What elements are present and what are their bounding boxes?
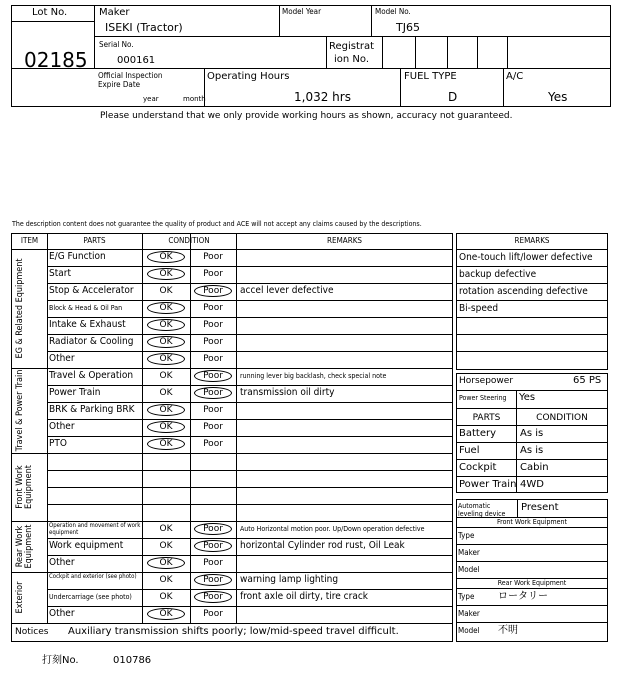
poor-option: Poor [203,439,223,449]
part-label: Block & Head & Oil Pan [49,304,123,312]
poor-option: Poor [203,558,223,568]
ac-label: A/C [506,71,524,82]
spec-part: Fuel [459,445,480,456]
ok-option: OK [159,252,173,262]
part-label: Other [49,421,75,432]
registration-label-1: Registrat [329,41,375,52]
part-label: Other [49,353,75,364]
fuel-value: D [448,90,458,104]
selected-condition-circle [147,353,185,365]
remark-text: warning lamp lighting [240,574,339,585]
selected-condition-circle [147,404,185,416]
selected-condition-circle [147,608,185,620]
parts-header: PARTS [472,413,501,423]
selected-condition-circle [147,421,185,433]
selected-condition-circle [194,523,232,535]
header-parts: PARTS [83,236,106,245]
poor-option: Poor [203,269,223,279]
fuel-label: FUEL TYPE [404,71,457,82]
selected-condition-circle [194,387,232,399]
poor-option: Poor [203,388,223,398]
poor-option: Poor [203,337,223,347]
condition-header: CONDITION [536,413,588,423]
poor-option: Poor [203,405,223,415]
remark-text: Auto Horizontal motion poor. Up/Down operation defective [240,525,425,533]
group-label: Rear Work Equipment [15,524,35,569]
selected-condition-circle [194,574,232,586]
maker-value: ISEKI (Tractor) [105,21,183,34]
part-label: Stop & Accelerator [49,285,134,296]
part-label: Travel & Operation [49,370,134,381]
model-no-value: TJ65 [396,21,420,34]
poor-option: Poor [203,303,223,313]
serial-label: Serial No. [99,40,134,49]
part-label: BRK & Parking BRK [49,404,135,415]
equip-label: Type [458,592,475,601]
selected-condition-circle [194,540,232,552]
part-label: Start [49,268,71,279]
header-item: ITEM [20,236,39,245]
ok-option: OK [159,354,173,364]
selected-condition-circle [194,370,232,382]
ok-option: OK [159,422,173,432]
spec-condition: As is [520,428,544,439]
part-label: E/G Function [49,251,106,262]
side-remark: rotation ascending defective [459,286,588,297]
equip-value: ロータリー [498,591,548,602]
poor-option: Poor [203,320,223,330]
hours-label: Operating Hours [207,71,290,82]
ac-value: Yes [548,90,568,104]
model-no-label: Model No. [375,7,411,16]
power-steering-value: Yes [519,392,536,403]
serial-value: 000161 [117,55,156,66]
equip-label: Model [458,626,480,635]
group-label: Travel & Power Train [15,369,25,452]
spec-condition: Cabin [520,462,549,473]
maker-label: Maker [99,7,130,18]
ok-option: OK [159,337,173,347]
equip-label: Maker [458,609,480,618]
group-label: EG & Related Equipment [15,258,25,359]
month-label: month [183,95,206,103]
side-remark: Bi-speed [459,303,499,314]
rear-work-header: Rear Work Equipment [497,579,567,587]
group-label: Front Work Equipment [15,465,35,509]
selected-condition-circle [147,336,185,348]
poor-option: Poor [203,422,223,432]
horsepower-label: Horsepower [459,376,514,386]
equip-label: Maker [458,548,480,557]
remark-text: transmission oil dirty [240,387,335,398]
part-label: Other [49,557,75,568]
auto-leveling-value: Present [521,502,559,513]
header-condition: CONDITION [168,236,210,245]
poor-option: Poor [203,354,223,364]
selected-condition-circle [147,268,185,280]
header-remarks: REMARKS [327,236,362,245]
auto-leveling-label: Automatic leveling device [458,502,506,518]
ok-option: OK [159,269,173,279]
inspection-label-1: Official Inspection [98,71,163,80]
ok-option: OK [159,439,173,449]
selected-condition-circle [147,557,185,569]
notices-label: Notices [15,627,49,637]
side-remark: backup defective [459,269,537,280]
part-label: Other [49,608,75,619]
selected-condition-circle [147,319,185,331]
remark-text: horizontal Cylinder rod rust, Oil Leak [240,540,405,551]
ok-option: OK [159,609,173,619]
front-work-header: Front Work Equipment [497,518,567,526]
ok-option: OK [159,541,173,551]
right-remarks-header: REMARKS [514,236,550,245]
ok-option: OK [159,558,173,568]
selected-condition-circle [147,302,185,314]
selected-condition-circle [194,285,232,297]
equip-label: Model [458,565,480,574]
disclaimer: The description content does not guarantee the quality of product and ACE will not accept any claims caused by the descriptions. [12,220,422,228]
side-remark: One-touch lift/lower defective [459,252,593,263]
spec-condition: As is [520,445,544,456]
part-label: Undercarriage (see photo) [49,593,132,601]
model-year-label: Model Year [282,7,322,16]
ok-option: OK [159,371,173,381]
ok-option: OK [159,286,173,296]
ok-option: OK [159,575,173,585]
remark-text: front axle oil dirty, tire crack [240,591,368,602]
group-label: Exterior [15,581,25,614]
ok-option: OK [159,592,173,602]
spec-condition: 4WD [520,479,544,490]
ok-option: OK [159,524,173,534]
equip-label: Type [458,531,475,540]
part-label: PTO [49,438,67,449]
part-label: Power Train [49,387,101,398]
poor-option: Poor [203,575,223,585]
part-label: Work equipment [49,540,124,551]
notices-value: Auxiliary transmission shifts poorly; low/mid-speed travel difficult. [68,626,399,637]
part-label: Cockpit and exterior (see photo) [49,573,137,580]
poor-option: Poor [203,524,223,534]
spec-part: Battery [459,428,497,439]
hours-value: 1,032 hrs [294,90,351,104]
poor-option: Poor [203,252,223,262]
year-label: year [143,95,159,103]
inspection-label-2: Expire Date [98,80,141,89]
ok-option: OK [159,405,173,415]
remark-text: accel lever defective [240,285,334,296]
poor-option: Poor [203,541,223,551]
ok-option: OK [159,320,173,330]
lot-number: 02185 [24,48,88,72]
equip-value: 不明 [498,625,518,636]
stamp-label: 打刻No. [42,655,79,666]
part-label: Operation and movement of work equipment [49,522,141,536]
selected-condition-circle [194,591,232,603]
spec-part: Cockpit [459,462,497,473]
part-label: Radiator & Cooling [49,336,134,347]
selected-condition-circle [147,438,185,450]
remark-text: running lever big backlash, check special note [240,372,387,380]
poor-option: Poor [203,609,223,619]
poor-option: Poor [203,286,223,296]
selected-condition-circle [147,251,185,263]
horsepower-value: 65 PS [573,375,602,386]
hours-notice: Please understand that we only provide working hours as shown, accuracy not guaranteed. [100,111,513,121]
stamp-value: 010786 [113,655,152,666]
lot-label: Lot No. [32,7,68,18]
ok-option: OK [159,303,173,313]
power-steering-label: Power Steering [459,394,507,402]
ok-option: OK [159,388,173,398]
spec-part: Power Train [459,479,517,490]
registration-label-2: ion No. [334,54,370,65]
poor-option: Poor [203,371,223,381]
part-label: Intake & Exhaust [49,319,126,330]
poor-option: Poor [203,592,223,602]
